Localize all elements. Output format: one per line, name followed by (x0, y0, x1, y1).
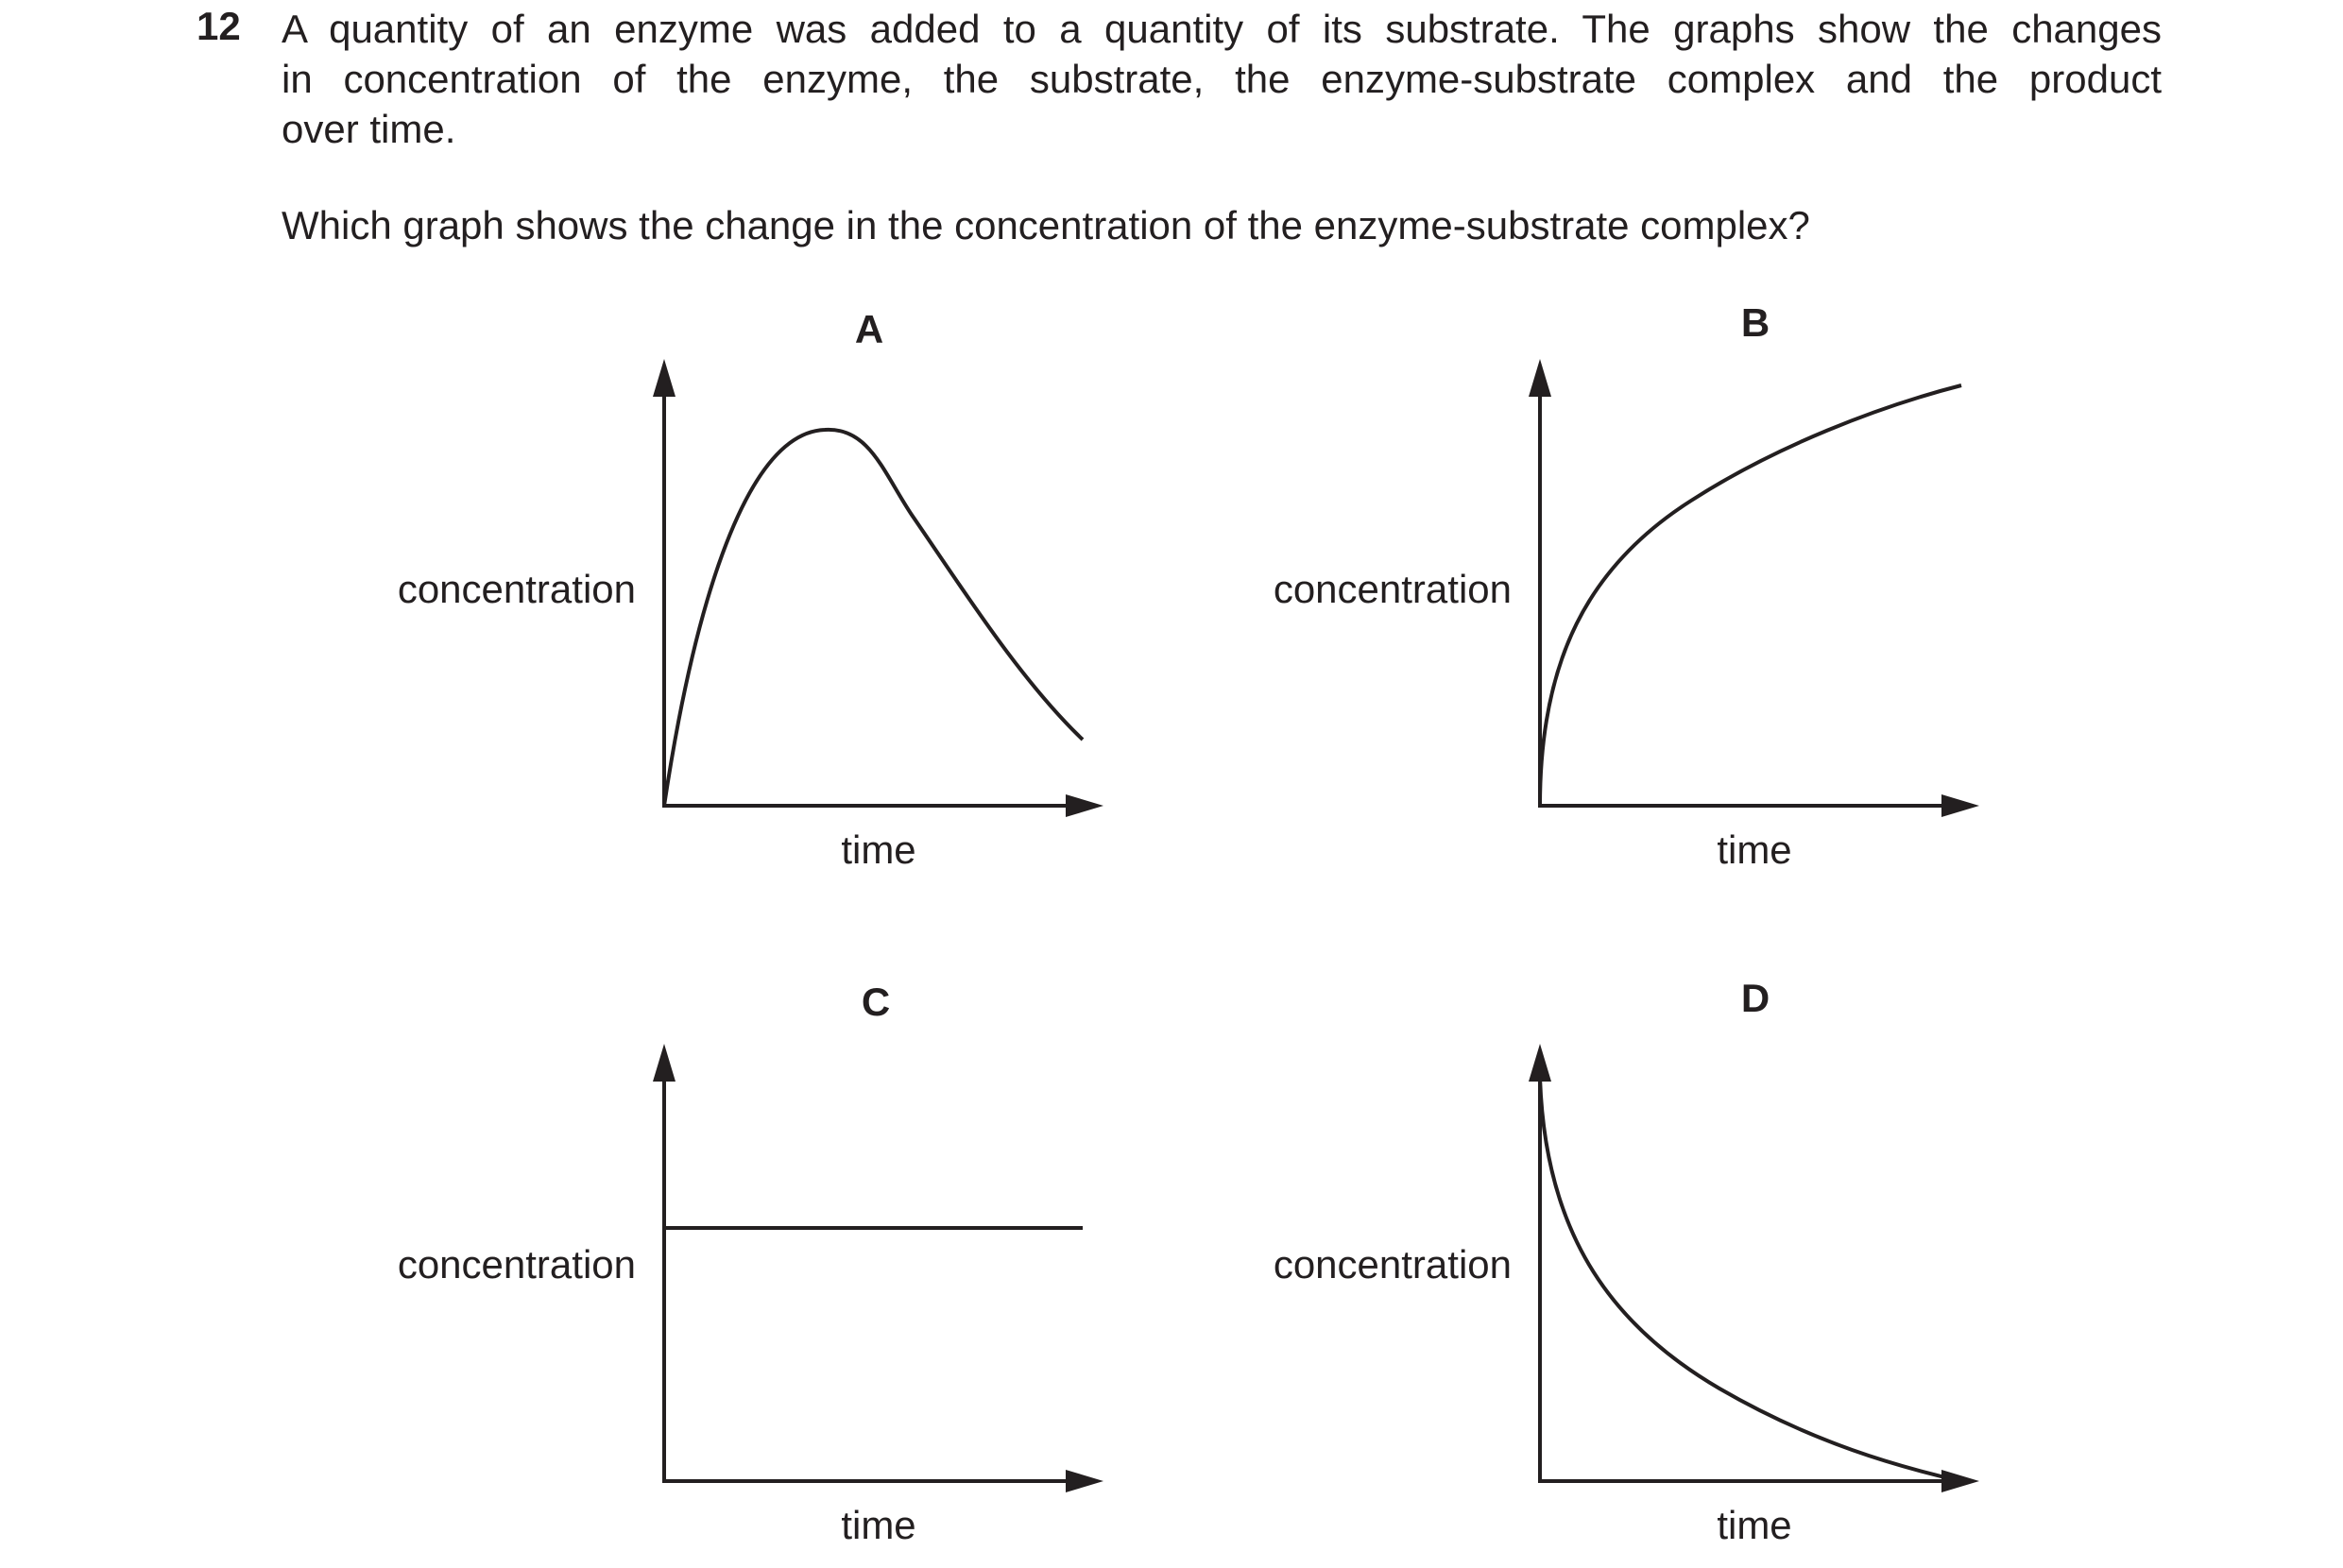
option-letter-c: C (861, 980, 891, 1024)
question-prompt: Which graph shows the change in the concentration of the enzyme-substrate complex? (282, 203, 1810, 247)
graph-d-curve (1540, 1077, 1961, 1481)
graph-d-x-label: time (1717, 1503, 1792, 1547)
graph-b-y-arrow (1529, 359, 1551, 397)
graph-b-y-label: concentration (1273, 567, 1512, 611)
graph-b-x-label: time (1717, 827, 1792, 872)
graph-b[interactable] (1274, 300, 1979, 872)
graph-c-y-arrow (653, 1044, 676, 1082)
graph-c-x-arrow (1066, 1470, 1103, 1492)
stem-line-3: over time. (282, 107, 456, 151)
stem-line-2: in concentration of the enzyme, the substrate, the enzyme-substrate complex and the product (282, 57, 2162, 101)
graph-c-y-label: concentration (397, 1242, 636, 1287)
graph-a-x-label: time (841, 827, 916, 872)
graph-c-x-label: time (841, 1503, 916, 1547)
graph-a-x-arrow (1066, 794, 1103, 817)
option-letter-a: A (854, 307, 884, 351)
graph-a-curve (664, 430, 1083, 806)
question-number: 12 (197, 4, 241, 48)
graph-b-curve (1540, 385, 1961, 806)
graph-d[interactable] (1274, 976, 1979, 1547)
graph-d-y-label: concentration (1273, 1242, 1512, 1287)
option-letter-b: B (1740, 300, 1770, 345)
option-letter-d: D (1740, 976, 1770, 1020)
graph-a-y-label: concentration (397, 567, 636, 611)
graph-b-x-arrow (1941, 794, 1979, 817)
graph-a-y-arrow (653, 359, 676, 397)
graph-c[interactable] (398, 980, 1103, 1547)
graph-a[interactable] (398, 307, 1103, 872)
graph-d-y-arrow (1529, 1044, 1551, 1082)
stem-line-1: A quantity of an enzyme was added to a quantity of its substrate. The graphs show the changes (282, 7, 2162, 51)
